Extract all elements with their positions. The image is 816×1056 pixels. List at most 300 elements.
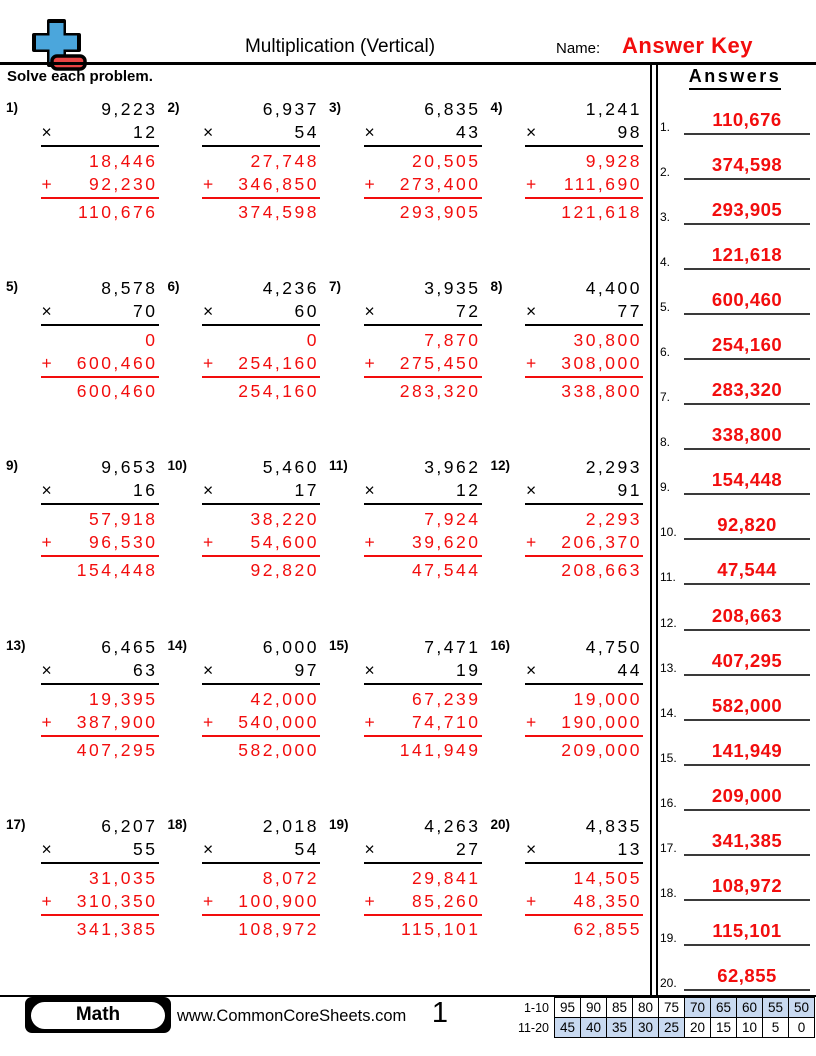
product-total: 254,160 <box>238 381 319 402</box>
partial-product-1-row <box>525 685 643 711</box>
multiplier-row <box>41 659 159 685</box>
problem-number: 14) <box>167 637 188 653</box>
product-row <box>202 737 320 762</box>
plus-icon: + <box>526 353 537 374</box>
partial-product-2: 308,000 <box>561 353 642 374</box>
score-range-label: 11-20 <box>517 1020 549 1035</box>
problem <box>6 452 164 631</box>
multiplicand: 3,962 <box>424 457 481 478</box>
score-cell: 45 <box>555 1018 581 1038</box>
multiplicand: 1,241 <box>585 99 642 119</box>
partial-product-1-row <box>41 505 159 531</box>
problem <box>491 94 649 273</box>
times-icon: × <box>364 122 375 142</box>
partial-product-2: 600,460 <box>76 353 158 374</box>
score-table-row <box>518 1018 815 1038</box>
answer-number: 3. <box>660 210 671 225</box>
plus-icon: + <box>364 890 375 911</box>
header-divider <box>0 62 816 65</box>
times-icon: × <box>364 480 375 501</box>
score-table <box>518 997 815 1038</box>
score-cell: 85 <box>607 998 633 1018</box>
product-total: 374,598 <box>238 202 319 222</box>
problem-work <box>525 456 643 631</box>
problem-number: 13) <box>6 637 26 653</box>
answer-number: 12. <box>660 615 677 630</box>
answer-number: 8. <box>660 435 671 450</box>
partial-product-1: 9,928 <box>585 151 642 171</box>
partial-product-2: 39,620 <box>411 532 481 553</box>
multiplier-row <box>364 838 482 864</box>
problem-number: 1) <box>6 100 19 115</box>
partial-product-1: 20,505 <box>411 151 481 171</box>
product-total: 208,663 <box>561 560 642 581</box>
product-total: 121,618 <box>561 202 642 222</box>
multiplicand-row <box>202 815 320 838</box>
multiplier-row <box>364 300 482 326</box>
answer-item <box>660 188 810 225</box>
problem-work <box>41 815 159 990</box>
score-cell: 20 <box>685 1018 711 1038</box>
answer-number: 17. <box>660 840 677 855</box>
product-total: 341,385 <box>76 918 158 939</box>
score-cell: 65 <box>711 998 737 1018</box>
partial-product-2: 96,530 <box>88 532 158 553</box>
subject-label: Math <box>31 1002 165 1029</box>
multiplier: 16 <box>133 480 158 501</box>
answer-number: 5. <box>660 300 671 315</box>
partial-product-1: 8,072 <box>262 867 319 888</box>
answer-value: 600,460 <box>684 289 810 315</box>
partial-product-1-row <box>202 326 320 352</box>
partial-product-2: 85,260 <box>411 890 481 911</box>
product-row <box>202 557 320 582</box>
multiplicand-row <box>364 98 482 121</box>
answers-panel <box>660 66 810 990</box>
partial-product-2-row <box>525 890 643 916</box>
multiplicand: 6,207 <box>101 815 158 836</box>
multiplier: 55 <box>133 838 158 859</box>
multiplier: 12 <box>133 122 158 142</box>
partial-product-2: 346,850 <box>238 174 319 194</box>
times-icon: × <box>41 838 52 859</box>
product-row <box>41 199 159 224</box>
partial-product-1-row <box>41 147 159 173</box>
answer-number: 19. <box>660 930 677 945</box>
partial-product-2-row <box>364 890 482 916</box>
partial-product-2: 190,000 <box>561 711 642 732</box>
problem-number: 18) <box>167 816 188 832</box>
multiplicand: 2,018 <box>262 815 319 836</box>
partial-product-1-row <box>525 147 643 173</box>
times-icon: × <box>526 659 537 680</box>
plus-icon: + <box>203 532 214 553</box>
answer-item <box>660 594 810 631</box>
times-icon: × <box>41 480 52 501</box>
partial-product-2-row <box>41 173 159 199</box>
times-icon: × <box>364 659 375 680</box>
problem-number: 8) <box>490 279 503 295</box>
problem-work <box>41 456 159 631</box>
multiplicand-row <box>41 815 159 838</box>
multiplicand-row <box>364 277 482 300</box>
multiplier: 54 <box>294 838 319 859</box>
times-icon: × <box>203 122 214 142</box>
answer-value: 374,598 <box>684 154 810 180</box>
multiplier-row <box>525 121 643 147</box>
partial-product-1: 29,841 <box>411 867 481 888</box>
product-total: 141,949 <box>399 739 481 760</box>
answer-number: 6. <box>660 345 671 360</box>
multiplicand-row <box>202 98 320 121</box>
product-total: 582,000 <box>238 739 319 760</box>
score-range-label: 1-10 <box>523 1000 549 1015</box>
multiplier-row <box>364 659 482 685</box>
plus-icon: + <box>526 532 537 553</box>
times-icon: × <box>41 301 52 322</box>
partial-product-1-row <box>202 685 320 711</box>
answer-number: 16. <box>660 795 677 810</box>
multiplicand-row <box>202 277 320 300</box>
multiplier: 60 <box>294 301 319 322</box>
answer-key-label: Answer Key <box>622 33 753 58</box>
name-label: Name: <box>556 40 601 57</box>
problem-number: 19) <box>329 816 349 832</box>
answer-value: 582,000 <box>684 695 810 721</box>
multiplier: 63 <box>133 659 158 680</box>
plus-icon: + <box>526 890 537 911</box>
plus-icon: + <box>364 353 375 374</box>
partial-product-2: 74,710 <box>411 711 481 732</box>
multiplier-row <box>202 479 320 505</box>
partial-product-2: 100,900 <box>238 890 319 911</box>
partial-product-2-row <box>525 352 643 378</box>
problem <box>491 452 649 631</box>
answer-value: 407,295 <box>684 650 810 676</box>
times-icon: × <box>41 122 52 142</box>
multiplier: 97 <box>294 659 319 680</box>
multiplier-row <box>525 479 643 505</box>
product-row <box>41 557 159 582</box>
problem <box>491 632 649 811</box>
score-cell: 60 <box>737 998 763 1018</box>
website-text: www.CommonCoreSheets.com <box>177 1007 407 1025</box>
multiplicand: 4,263 <box>424 815 481 836</box>
answers-separator-line <box>650 62 652 995</box>
partial-product-1: 30,800 <box>573 330 642 351</box>
answer-item <box>660 819 810 856</box>
score-cell: 95 <box>555 998 581 1018</box>
answer-item <box>660 323 810 360</box>
multiplicand-row <box>41 636 159 659</box>
partial-product-2-row <box>525 711 643 737</box>
partial-product-1-row <box>525 864 643 890</box>
partial-product-1: 31,035 <box>88 867 158 888</box>
multiplicand-row <box>525 636 643 659</box>
product-row <box>364 916 482 941</box>
product-row <box>525 916 643 941</box>
multiplicand: 6,937 <box>262 99 319 119</box>
partial-product-2: 540,000 <box>238 711 319 732</box>
problem-number: 5) <box>6 279 19 295</box>
multiplicand: 6,000 <box>262 636 319 657</box>
answer-item <box>660 278 810 315</box>
answer-item <box>660 774 810 811</box>
product-row <box>364 199 482 224</box>
score-cell: 75 <box>659 998 685 1018</box>
plus-icon: + <box>364 174 375 194</box>
partial-product-2-row <box>364 173 482 199</box>
partial-product-1: 18,446 <box>88 151 158 171</box>
multiplier: 27 <box>456 838 481 859</box>
score-cell: 25 <box>659 1018 685 1038</box>
times-icon: × <box>364 838 375 859</box>
answers-separator-line <box>656 62 658 995</box>
score-cell: 5 <box>763 1018 789 1038</box>
score-cell: 80 <box>633 998 659 1018</box>
multiplier-row <box>41 838 159 864</box>
answer-number: 9. <box>660 480 671 495</box>
score-cell: 30 <box>633 1018 659 1038</box>
multiplicand: 9,653 <box>101 457 158 478</box>
partial-product-1-row <box>202 864 320 890</box>
partial-product-1-row <box>202 505 320 531</box>
problem-work <box>202 277 320 452</box>
multiplier: 44 <box>617 659 642 680</box>
partial-product-2: 275,450 <box>399 353 481 374</box>
multiplier: 70 <box>133 301 158 322</box>
score-cell: 10 <box>737 1018 763 1038</box>
times-icon: × <box>203 838 214 859</box>
answers-title: Answers <box>689 66 782 90</box>
score-table-row <box>518 998 815 1018</box>
plus-icon: + <box>41 532 52 553</box>
score-cell: 40 <box>581 1018 607 1038</box>
partial-product-1-row <box>364 505 482 531</box>
product-total: 154,448 <box>76 560 158 581</box>
plus-icon: + <box>364 711 375 732</box>
multiplicand: 2,293 <box>585 457 642 478</box>
problem-number: 7) <box>329 279 342 295</box>
partial-product-1-row <box>364 326 482 352</box>
problem-work <box>41 636 159 811</box>
answer-number: 1. <box>660 120 671 134</box>
product-total: 108,972 <box>238 918 319 939</box>
multiplier: 72 <box>456 301 481 322</box>
multiplicand: 7,471 <box>424 636 481 657</box>
answer-item <box>660 368 810 405</box>
product-row <box>202 916 320 941</box>
problem <box>329 94 487 273</box>
problem-number: 2) <box>167 100 180 115</box>
times-icon: × <box>364 301 375 322</box>
partial-product-1-row <box>202 147 320 173</box>
answer-item <box>660 503 810 540</box>
partial-product-1-row <box>41 864 159 890</box>
partial-product-2: 206,370 <box>561 532 642 553</box>
answer-item <box>660 639 810 676</box>
multiplicand-row <box>525 277 643 300</box>
answer-item <box>660 548 810 585</box>
problem-number: 11) <box>329 458 348 474</box>
score-cell: 0 <box>789 1018 815 1038</box>
multiplicand-row <box>41 456 159 479</box>
partial-product-2-row <box>525 531 643 557</box>
problem-work <box>525 815 643 990</box>
answer-value: 110,676 <box>684 109 810 135</box>
problem-work <box>41 277 159 452</box>
multiplier: 12 <box>456 480 481 501</box>
plus-icon: + <box>41 353 52 374</box>
product-row <box>364 557 482 582</box>
product-row <box>41 378 159 403</box>
partial-product-2-row <box>364 531 482 557</box>
plus-icon: + <box>41 711 52 732</box>
times-icon: × <box>203 301 214 322</box>
problem-work <box>41 98 159 273</box>
product-total: 92,820 <box>250 560 319 581</box>
partial-product-2-row <box>41 890 159 916</box>
score-cell: 55 <box>763 998 789 1018</box>
multiplicand-row <box>202 456 320 479</box>
score-cell: 35 <box>607 1018 633 1038</box>
page-title: Multiplication (Vertical) <box>244 36 436 57</box>
multiplier: 43 <box>456 122 481 142</box>
multiplicand: 4,750 <box>585 636 642 657</box>
partial-product-2-row <box>202 352 320 378</box>
partial-product-2-row <box>202 711 320 737</box>
problem <box>6 811 164 990</box>
product-row <box>525 378 643 403</box>
multiplier-row <box>364 479 482 505</box>
problem <box>329 273 487 452</box>
problem <box>168 452 326 631</box>
multiplier-row <box>525 300 643 326</box>
problem <box>329 811 487 990</box>
multiplicand: 4,400 <box>585 278 642 299</box>
answers-list <box>660 98 810 991</box>
partial-product-2: 273,400 <box>399 174 481 194</box>
answer-value: 141,949 <box>684 740 810 766</box>
problem-work <box>202 815 320 990</box>
times-icon: × <box>526 480 537 501</box>
partial-product-1: 57,918 <box>88 509 158 530</box>
product-row <box>364 378 482 403</box>
answer-value: 341,385 <box>684 830 810 856</box>
partial-product-2: 254,160 <box>238 353 319 374</box>
problem-number: 10) <box>167 458 188 474</box>
problem-work <box>202 456 320 631</box>
multiplier: 17 <box>294 480 319 501</box>
product-total: 110,676 <box>78 202 158 222</box>
plus-icon: + <box>203 890 214 911</box>
product-total: 407,295 <box>76 739 158 760</box>
answer-number: 10. <box>660 525 677 540</box>
problem-work <box>364 98 482 273</box>
product-row <box>202 378 320 403</box>
answer-item <box>660 864 810 901</box>
answer-item <box>660 98 810 135</box>
partial-product-2-row <box>364 711 482 737</box>
problem-work <box>525 636 643 811</box>
multiplicand-row <box>525 815 643 838</box>
answer-item <box>660 909 810 946</box>
multiplier-row <box>41 121 159 147</box>
answer-value: 283,320 <box>684 379 810 405</box>
partial-product-2: 111,690 <box>563 174 642 194</box>
answer-item <box>660 233 810 270</box>
answer-number: 2. <box>660 165 671 180</box>
answer-number: 4. <box>660 255 671 270</box>
product-total: 338,800 <box>561 381 642 402</box>
problem-number: 20) <box>490 816 511 832</box>
problem-number: 4) <box>490 100 503 115</box>
answer-number: 11. <box>660 570 676 585</box>
multiplier: 77 <box>617 301 642 322</box>
instruction-text: Solve each problem. <box>7 68 153 85</box>
problem <box>491 811 649 990</box>
multiplicand: 8,578 <box>101 278 158 299</box>
problem <box>168 273 326 452</box>
multiplier: 13 <box>617 838 642 859</box>
product-row <box>525 199 643 224</box>
multiplicand-row <box>202 636 320 659</box>
multiplier-row <box>202 121 320 147</box>
score-cell: 70 <box>685 998 711 1018</box>
multiplier-row <box>41 300 159 326</box>
product-total: 209,000 <box>561 739 642 760</box>
partial-product-2-row <box>41 531 159 557</box>
answer-item <box>660 413 810 450</box>
product-row <box>525 557 643 582</box>
partial-product-1: 27,748 <box>250 151 319 171</box>
answer-value: 62,855 <box>684 965 810 991</box>
problem-work <box>202 98 320 273</box>
product-total: 115,101 <box>401 918 481 939</box>
product-total: 62,855 <box>573 918 642 939</box>
plus-icon: + <box>203 711 214 732</box>
plus-icon: + <box>41 890 52 911</box>
partial-product-1: 7,924 <box>424 509 481 530</box>
multiplier: 91 <box>617 480 642 501</box>
multiplier-row <box>41 479 159 505</box>
answer-value: 208,663 <box>684 605 810 631</box>
partial-product-2: 54,600 <box>250 532 319 553</box>
partial-product-2-row <box>364 352 482 378</box>
problem <box>168 94 326 273</box>
answer-value: 209,000 <box>684 785 810 811</box>
answer-value: 154,448 <box>684 469 810 495</box>
answer-number: 18. <box>660 885 677 900</box>
times-icon: × <box>203 480 214 501</box>
partial-product-2-row <box>41 352 159 378</box>
problem-work <box>364 815 482 990</box>
partial-product-1: 14,505 <box>573 867 642 888</box>
multiplier: 54 <box>294 122 319 142</box>
problem <box>6 632 164 811</box>
problem-number: 9) <box>6 458 19 474</box>
answer-number: 13. <box>660 660 677 675</box>
problem-number: 6) <box>167 279 180 295</box>
partial-product-1-row <box>364 864 482 890</box>
answer-value: 254,160 <box>684 334 810 360</box>
partial-product-1-row <box>41 326 159 352</box>
score-cell: 90 <box>581 998 607 1018</box>
answer-item <box>660 458 810 495</box>
multiplier-row <box>525 838 643 864</box>
problem <box>6 94 164 273</box>
answer-number: 7. <box>660 390 671 405</box>
